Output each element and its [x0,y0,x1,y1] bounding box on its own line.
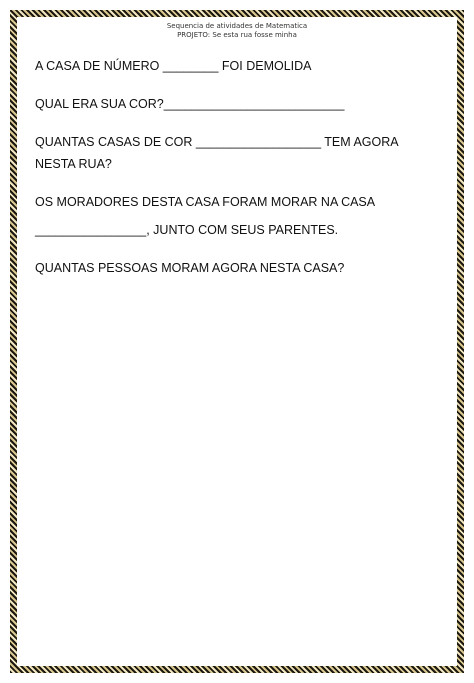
header-project: PROJETO: Se esta rua fosse minha [177,31,297,39]
question-people-count: QUANTAS PESSOAS MORAM AGORA NESTA CASA? [35,261,345,275]
question-residents-cont: ________________, JUNTO COM SEUS PARENTES. [35,223,339,237]
question-house-number: A CASA DE NÚMERO ________ FOI DEMOLIDA [35,59,312,73]
page-border [10,10,464,673]
header-title: Sequencia de atividades de Matematica [166,22,308,30]
question-houses-of-color-cont: NESTA RUA? [35,157,112,171]
page-header [17,22,457,40]
question-color: QUAL ERA SUA COR?__________________________ [35,97,345,111]
worksheet-content [35,55,443,295]
question-residents: OS MORADORES DESTA CASA FORAM MORAR NA CASA [35,195,376,209]
question-houses-of-color: QUANTAS CASAS DE COR __________________ TEM AGORA [35,135,399,149]
